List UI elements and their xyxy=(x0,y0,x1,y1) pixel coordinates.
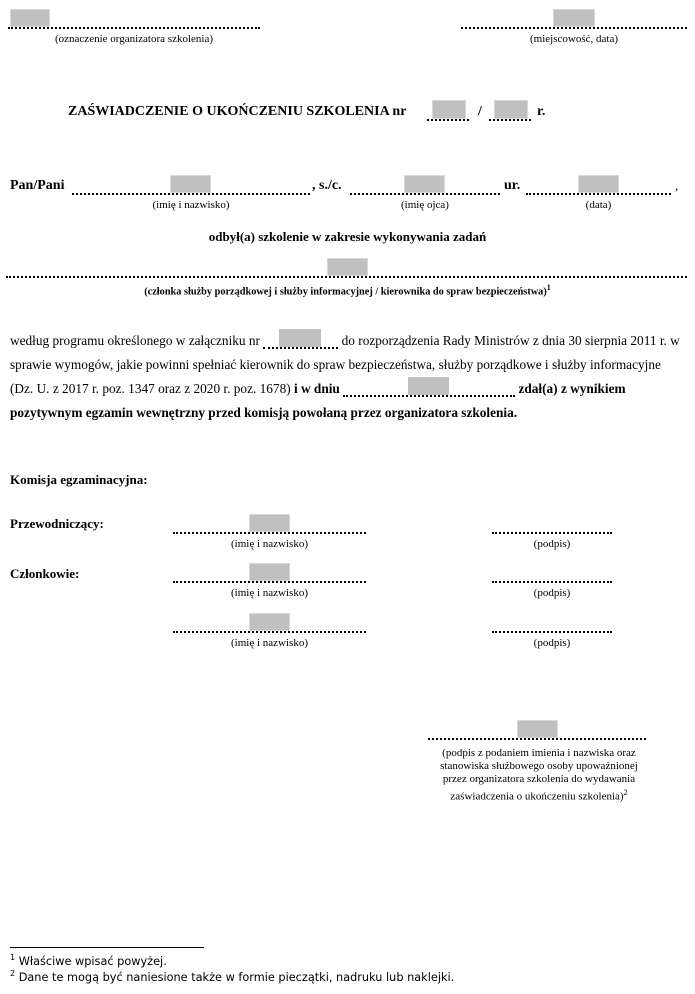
cert-year-field[interactable] xyxy=(494,100,528,119)
father-label: , s./c. xyxy=(312,178,342,193)
member2-name-caption: (imię i nazwisko) xyxy=(231,637,308,649)
father-name-caption: (imię ojca) xyxy=(401,199,449,211)
commission-heading: Komisja egzaminacyjna: xyxy=(10,472,148,487)
paragraph-part1: według programu określonego w załączniku nr xyxy=(10,333,260,348)
footnote-2 xyxy=(10,969,454,984)
role-footnote-mark: 1 xyxy=(546,283,551,292)
father-name-line xyxy=(350,193,500,195)
authorized-signature-field[interactable] xyxy=(517,720,558,738)
organizer-field[interactable] xyxy=(10,9,50,27)
program-paragraph xyxy=(10,329,685,425)
footnote-2-mark: 2 xyxy=(10,969,16,978)
certificate-title: ZAŚWIADCZENIE O UKOŃCZENIU SZKOLENIA nr xyxy=(68,104,407,119)
organizer-line xyxy=(8,27,260,29)
place-date-line xyxy=(461,27,687,29)
paragraph-part3: i w dniu xyxy=(293,381,340,396)
born-label: ur. xyxy=(504,178,521,193)
role-field[interactable] xyxy=(327,258,368,276)
role-caption-text: (członka służby porządkowej i służby informacyjnej / kierownika do spraw bezpieczeństwa) xyxy=(144,286,547,298)
role-line xyxy=(6,276,687,278)
birth-date-line xyxy=(526,193,671,195)
chair-signature-line[interactable] xyxy=(492,532,612,534)
footnote-2-text: Dane te mogą być naniesione także w formie pieczątki, nadruku lub naklejki. xyxy=(18,970,455,984)
footnote-1 xyxy=(10,953,167,968)
organizer-caption: (oznaczenie organizatora szkolenia) xyxy=(55,33,213,45)
annex-number-field[interactable] xyxy=(263,329,338,349)
training-completed-text: odbył(a) szkolenie w zakresie wykonywania zadań xyxy=(208,229,487,244)
chair-name-caption: (imię i nazwisko) xyxy=(231,538,308,550)
chair-name-field[interactable] xyxy=(249,514,290,532)
members-label: Członkowie: xyxy=(10,566,80,581)
birth-date-caption: (data) xyxy=(585,199,612,211)
paragraph-part2: do rozporządzenia Rady Ministrów z dnia 30 sierpnia 2011 r. w sprawie wymogów, jakie powinni spełniać kierownik do spraw bezpieczeństwa, służby porządkowe i służby informacyjne (Dz. U. z 2017 r. poz. 1347 oraz z 2020 r. poz. 1678) xyxy=(10,333,680,396)
person-name-caption: (imię i nazwisko) xyxy=(152,199,230,211)
member1-name-caption: (imię i nazwisko) xyxy=(231,587,308,599)
trailing-comma: , xyxy=(675,178,679,193)
person-name-field[interactable] xyxy=(170,175,211,193)
member2-name-line xyxy=(173,631,366,633)
authorized-caption xyxy=(428,747,650,804)
chair-signature-caption: (podpis) xyxy=(533,538,571,550)
member2-signature-line[interactable] xyxy=(492,631,612,633)
footnote-1-text: Właściwe wpisać powyżej. xyxy=(18,954,167,968)
chair-name-line xyxy=(173,532,366,534)
member2-name-field[interactable] xyxy=(249,613,290,631)
role-caption xyxy=(0,283,695,297)
title-suffix: r. xyxy=(537,104,546,119)
member2-signature-caption: (podpis) xyxy=(533,637,571,649)
paragraph-part4: zdał(a) xyxy=(518,381,558,396)
cert-year-line xyxy=(489,119,531,121)
paragraph-part5: z wynikiem pozytywnym egzamin wewnętrzny przed komisją powołaną przez organizatora szkolenia. xyxy=(10,381,626,420)
member1-signature-line[interactable] xyxy=(492,581,612,583)
member1-signature-caption: (podpis) xyxy=(533,587,571,599)
member1-name-line xyxy=(173,581,366,583)
authorized-signature-line xyxy=(428,738,646,740)
cert-number-line xyxy=(427,119,469,121)
chair-label: Przewodniczący: xyxy=(10,516,104,531)
place-date-caption: (miejscowość, data) xyxy=(530,33,618,45)
father-name-field[interactable] xyxy=(404,175,445,193)
person-name-line xyxy=(72,193,310,195)
cert-number-field[interactable] xyxy=(432,100,466,119)
footnote-divider xyxy=(10,947,204,948)
place-date-field[interactable] xyxy=(553,9,595,27)
authorized-footnote-mark: 2 xyxy=(623,788,628,797)
title-separator: / xyxy=(478,104,482,119)
person-label: Pan/Pani xyxy=(10,178,65,193)
member1-name-field[interactable] xyxy=(249,563,290,581)
exam-date-field[interactable] xyxy=(343,377,515,397)
authorized-caption-text: (podpis z podaniem imienia i nazwiska oraz stanowiska służbowego osoby upoważnionej przez organizatora szkolenia do wydawania zaświadczenia o ukończeniu szkolenia) xyxy=(440,747,638,803)
birth-date-field[interactable] xyxy=(578,175,619,193)
footnote-1-mark: 1 xyxy=(10,953,16,962)
